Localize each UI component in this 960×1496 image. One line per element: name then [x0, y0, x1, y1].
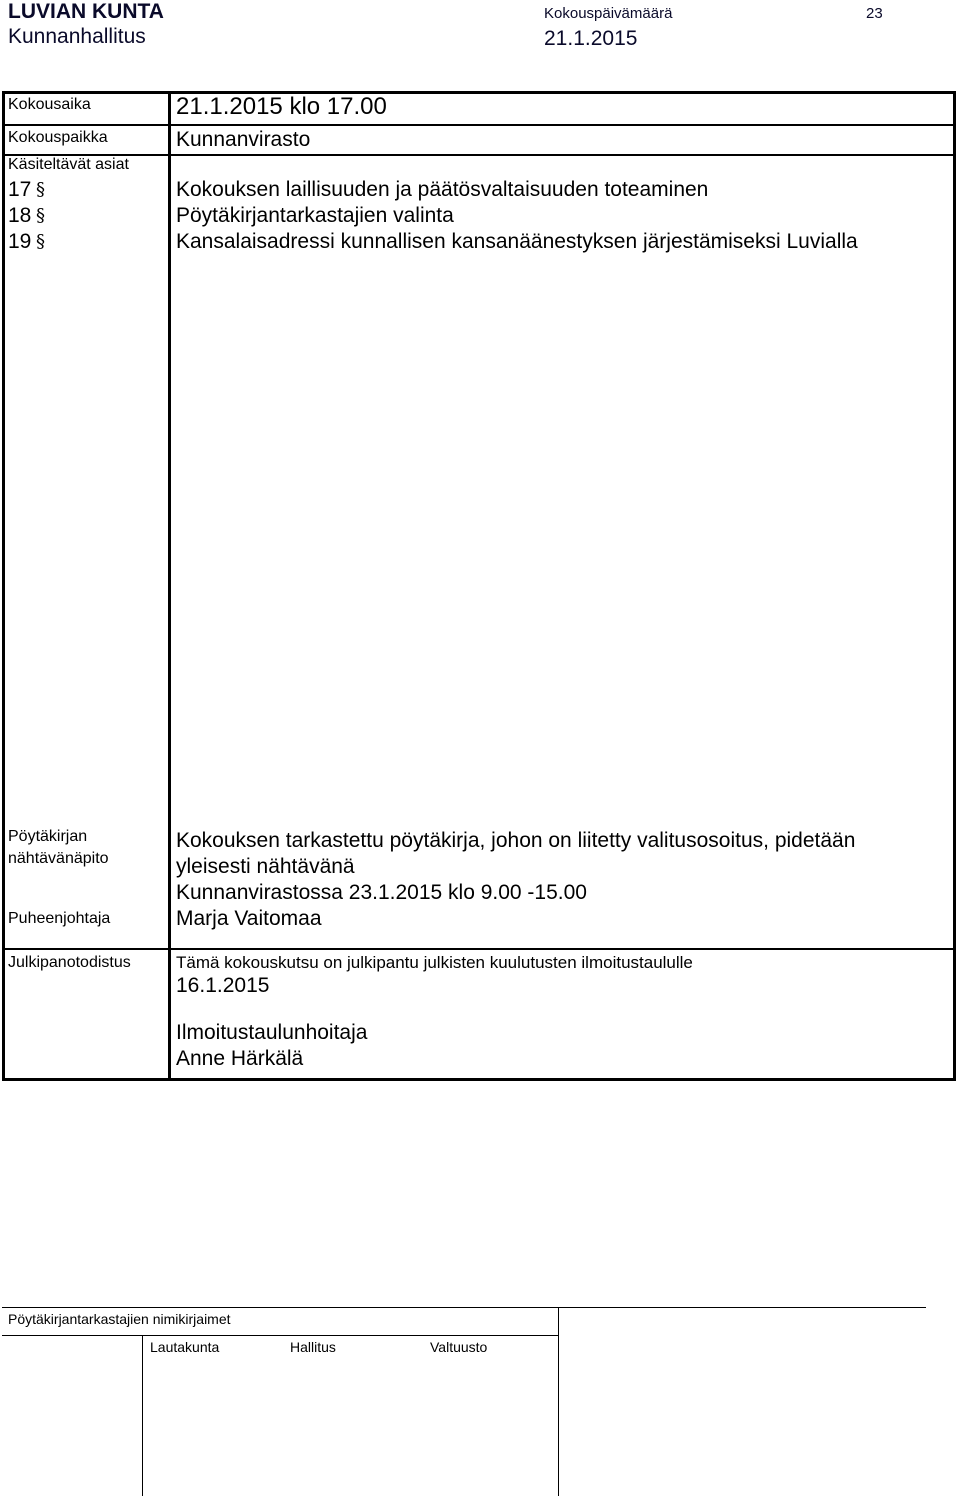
notice-text: Tämä kokouskutsu on julkipantu julkisten kuulutusten ilmoitustaululle: [176, 953, 693, 972]
meeting-place-label: Kokouspaikka: [8, 129, 108, 146]
minutes-display-text: yleisesti nähtävänä: [176, 855, 355, 878]
notice-label: Julkipanotodistus: [8, 954, 131, 971]
meeting-time-value: 21.1.2015 klo 17.00: [176, 93, 387, 120]
section-sign-icon: [35, 179, 49, 199]
meeting-time-label: Kokousaika: [8, 96, 91, 113]
section-sign-icon: [35, 205, 49, 225]
agenda-item-title: Kokouksen laillisuuden ja päätösvaltaisuuden toteaminen: [176, 178, 709, 201]
row-divider: [2, 948, 956, 950]
notice-date: 16.1.2015: [176, 974, 270, 997]
organization-body: Kunnanhallitus: [8, 25, 146, 48]
agenda-item-number: 19 §: [8, 230, 49, 254]
footer-column-valtuusto: Valtuusto: [430, 1339, 488, 1355]
notice-role: Ilmoitustaulunhoitaja: [176, 1021, 368, 1044]
agenda-item-number: 17 §: [8, 178, 49, 202]
footer-column-hallitus: Hallitus: [290, 1339, 336, 1355]
agenda-label: Käsiteltävät asiat: [8, 156, 129, 173]
footer-divider: [2, 1307, 926, 1308]
footer-divider: [142, 1335, 143, 1496]
agenda-item-title: Pöytäkirjantarkastajien valinta: [176, 204, 454, 227]
footer-title: Pöytäkirjantarkastajien nimikirjaimet: [8, 1311, 231, 1327]
agenda-item-title: Kansalaisadressi kunnallisen kansanäänestyksen järjestämiseksi Luvialla: [176, 230, 858, 253]
chair-value: Marja Vaitomaa: [176, 907, 322, 930]
notice-name: Anne Härkälä: [176, 1047, 304, 1070]
chair-label: Puheenjohtaja: [8, 910, 111, 927]
meeting-date-label: Kokouspäivämäärä: [544, 5, 673, 22]
meeting-date-value: 21.1.2015: [544, 27, 638, 50]
svg-text:§: §: [36, 179, 46, 199]
section-sign-icon: [35, 231, 49, 251]
row-divider: [2, 124, 956, 126]
agenda-item-number: 18 §: [8, 204, 49, 228]
meeting-place-value: Kunnanvirasto: [176, 128, 311, 151]
footer-divider: [2, 1335, 558, 1336]
row-divider: [2, 154, 956, 156]
minutes-display-text: Kunnanvirastossa 23.1.2015 klo 9.00 -15.00: [176, 881, 587, 904]
footer-column-lautakunta: Lautakunta: [150, 1339, 220, 1355]
svg-text:§: §: [36, 205, 46, 225]
footer-divider: [558, 1307, 559, 1496]
organization-name: LUVIAN KUNTA: [8, 0, 164, 23]
minutes-display-label: nähtävänäpito: [8, 850, 109, 867]
svg-text:§: §: [36, 231, 46, 251]
minutes-display-label: Pöytäkirjan: [8, 828, 88, 845]
column-divider: [168, 91, 171, 1081]
minutes-display-text: Kokouksen tarkastettu pöytäkirja, johon on liitetty valitusosoitus, pidetään: [176, 829, 856, 852]
page-number: 23: [866, 5, 883, 22]
